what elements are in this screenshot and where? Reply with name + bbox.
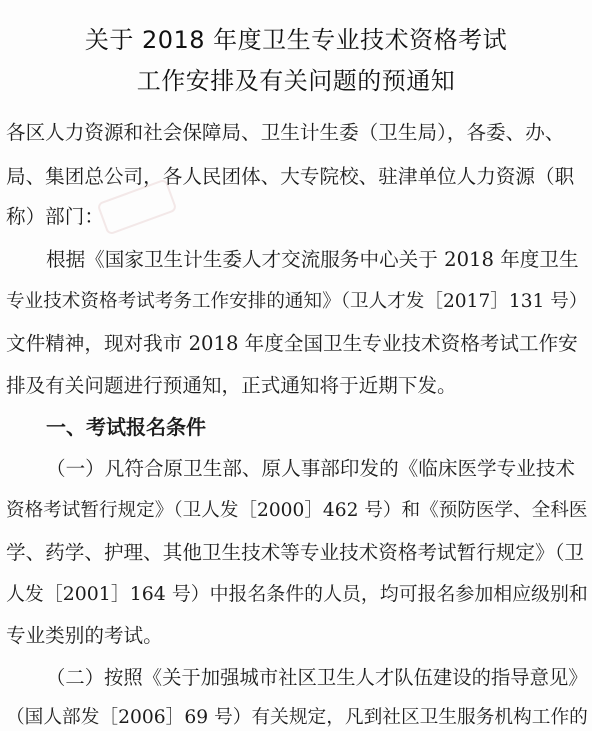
paragraph-line: 人发［2001］164 号）中报名条件的人员，均可报名参加相应级别和 — [6, 583, 588, 605]
paragraph-line: （国人部发［2006］69 号）有关规定，凡到社区卫生服务机构工作的 — [6, 707, 588, 728]
recipient-line-3: 称）部门： — [6, 205, 104, 228]
paragraph-line: 资格考试暂行规定》（卫人发［2000］462 号）和《预防医学、全科医 — [6, 500, 588, 521]
paragraph-line: （二）按照《关于加强城市社区卫生人才队伍建设的指导意见》 — [46, 666, 588, 689]
document-title-line-2: 工作安排及有关问题的预通知 — [136, 67, 456, 95]
section-heading: 一、考试报名条件 — [46, 415, 206, 439]
document-title-line-1: 关于 2018 年度卫生专业技术资格考试 — [84, 26, 508, 54]
recipient-line-2: 局、集团总公司，各人民团体、大专院校、驻津单位人力资源（职 — [6, 165, 575, 188]
paragraph-line: 学、药学、护理、其他卫生技术等专业技术资格考试暂行规定》（卫 — [6, 541, 585, 564]
paragraph-line: 文件精神，现对我市 2018 年度全国卫生专业技术资格考试工作安 — [6, 332, 578, 355]
paragraph-line: 专业技术资格考试考务工作安排的通知》（卫人才发［2017］131 号） — [6, 291, 588, 312]
recipient-line-1: 各区人力资源和社会保障局、卫生计生委（卫生局），各委、办、 — [6, 121, 565, 144]
paragraph-line: （一）凡符合原卫生部、原人事部印发的《临床医学专业技术 — [46, 457, 576, 480]
paragraph-line: 排及有关问题进行预通知，正式通知将于近期下发。 — [6, 374, 457, 397]
paragraph-line: 根据《国家卫生计生委人才交流服务中心关于 2018 年度卫生 — [46, 248, 579, 271]
paragraph-line: 专业类别的考试。 — [6, 624, 163, 647]
